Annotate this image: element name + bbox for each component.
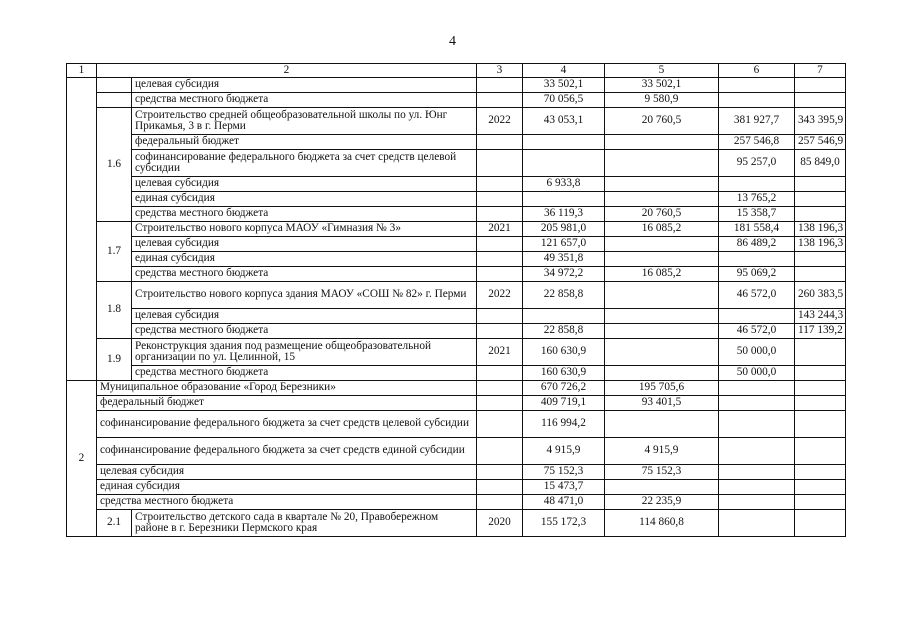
year-cell xyxy=(477,309,523,324)
year-cell: 2022 xyxy=(477,108,523,135)
value-cell-col7 xyxy=(795,366,846,381)
table-row xyxy=(67,135,846,150)
item-name-cell: единая субсидия xyxy=(132,192,477,207)
value-cell-col7 xyxy=(795,381,846,396)
value-cell-col7: 138 196,3 xyxy=(795,237,846,252)
year-cell xyxy=(477,252,523,267)
value-cell-col7 xyxy=(795,78,846,93)
value-cell-col5 xyxy=(605,150,719,177)
value-cell-col5: 22 235,9 xyxy=(605,495,719,510)
header-cell: 1 xyxy=(67,64,97,78)
year-cell xyxy=(477,207,523,222)
section-number-cell xyxy=(67,78,97,381)
value-cell-col5: 114 860,8 xyxy=(605,510,719,537)
value-cell-col6: 50 000,0 xyxy=(719,339,795,366)
table-row xyxy=(67,411,846,438)
value-cell-col4: 160 630,9 xyxy=(523,339,605,366)
table-row xyxy=(67,78,846,93)
value-cell-col5 xyxy=(605,177,719,192)
value-cell-col6: 95 257,0 xyxy=(719,150,795,177)
value-cell-col6 xyxy=(719,510,795,537)
value-cell-col5: 93 401,5 xyxy=(605,396,719,411)
value-cell-col6: 181 558,4 xyxy=(719,222,795,237)
item-name-cell: средства местного бюджета xyxy=(132,207,477,222)
value-cell-col5: 20 760,5 xyxy=(605,108,719,135)
value-cell-col6: 46 572,0 xyxy=(719,282,795,309)
value-cell-col4 xyxy=(523,309,605,324)
value-cell-col5: 20 760,5 xyxy=(605,207,719,222)
item-name-cell: Строительство нового корпуса МАОУ «Гимназия № 3» xyxy=(132,222,477,237)
value-cell-col6: 257 546,8 xyxy=(719,135,795,150)
value-cell-col6 xyxy=(719,78,795,93)
subsection-number-cell: 1.8 xyxy=(97,282,132,339)
value-cell-col4: 155 172,3 xyxy=(523,510,605,537)
value-cell-col4: 121 657,0 xyxy=(523,237,605,252)
table-row xyxy=(67,480,846,495)
section-number-cell: 2 xyxy=(67,381,97,537)
value-cell-col5: 75 152,3 xyxy=(605,465,719,480)
item-name-cell: целевая субсидия xyxy=(132,78,477,93)
year-cell: 2020 xyxy=(477,510,523,537)
value-cell-col4 xyxy=(523,135,605,150)
year-cell: 2021 xyxy=(477,222,523,237)
header-cell: 2 xyxy=(97,64,477,78)
year-cell xyxy=(477,267,523,282)
table-row xyxy=(67,438,846,465)
table-row xyxy=(67,396,846,411)
value-cell-col4: 116 994,2 xyxy=(523,411,605,438)
table-row xyxy=(67,339,846,366)
value-cell-col5 xyxy=(605,237,719,252)
table-row xyxy=(67,495,846,510)
year-cell xyxy=(477,366,523,381)
year-cell xyxy=(477,495,523,510)
year-cell xyxy=(477,150,523,177)
item-name-cell: единая субсидия xyxy=(132,252,477,267)
value-cell-col4: 6 933,8 xyxy=(523,177,605,192)
value-cell-col5 xyxy=(605,339,719,366)
header-cell: 4 xyxy=(523,64,605,78)
value-cell-col7 xyxy=(795,495,846,510)
value-cell-col4: 33 502,1 xyxy=(523,78,605,93)
value-cell-col6 xyxy=(719,480,795,495)
header-cell: 6 xyxy=(719,64,795,78)
subsection-number-cell: 1.9 xyxy=(97,339,132,381)
item-name-cell: софинансирование федерального бюджета за счет средств единой субсидии xyxy=(97,438,477,465)
value-cell-col5 xyxy=(605,366,719,381)
value-cell-col4 xyxy=(523,192,605,207)
year-cell xyxy=(477,78,523,93)
item-name-cell: федеральный бюджет xyxy=(97,396,477,411)
table-row xyxy=(67,252,846,267)
value-cell-col6: 381 927,7 xyxy=(719,108,795,135)
page-number: 4 xyxy=(449,34,456,49)
value-cell-col7 xyxy=(795,465,846,480)
header-cell: 3 xyxy=(477,64,523,78)
year-cell xyxy=(477,324,523,339)
subsection-number-cell: 1.7 xyxy=(97,222,132,282)
table-row xyxy=(67,222,846,237)
value-cell-col5 xyxy=(605,411,719,438)
value-cell-col7 xyxy=(795,207,846,222)
table-row xyxy=(67,207,846,222)
value-cell-col4: 22 858,8 xyxy=(523,324,605,339)
value-cell-col7 xyxy=(795,396,846,411)
value-cell-col4: 34 972,2 xyxy=(523,267,605,282)
value-cell-col7: 143 244,3 xyxy=(795,309,846,324)
item-name-cell: средства местного бюджета xyxy=(132,366,477,381)
table-row xyxy=(67,366,846,381)
item-name-cell: средства местного бюджета xyxy=(97,495,477,510)
value-cell-col7 xyxy=(795,267,846,282)
value-cell-col7 xyxy=(795,480,846,495)
year-cell: 2021 xyxy=(477,339,523,366)
year-cell xyxy=(477,237,523,252)
item-name-cell: федеральный бюджет xyxy=(132,135,477,150)
year-cell xyxy=(477,438,523,465)
year-cell xyxy=(477,192,523,207)
value-cell-col6: 50 000,0 xyxy=(719,366,795,381)
year-cell xyxy=(477,411,523,438)
item-name-cell: Строительство средней общеобразовательной школы по ул. Юнг Прикамья, 3 в г. Перми xyxy=(132,108,477,135)
value-cell-col5 xyxy=(605,252,719,267)
table-row xyxy=(67,282,846,309)
item-name-cell: софинансирование федерального бюджета за счет средств целевой субсидии xyxy=(132,150,477,177)
value-cell-col7: 85 849,0 xyxy=(795,150,846,177)
value-cell-col7 xyxy=(795,510,846,537)
value-cell-col4: 205 981,0 xyxy=(523,222,605,237)
value-cell-col4: 36 119,3 xyxy=(523,207,605,222)
item-name-cell: средства местного бюджета xyxy=(132,324,477,339)
item-name-cell: целевая субсидия xyxy=(132,309,477,324)
value-cell-col6 xyxy=(719,396,795,411)
table-row xyxy=(67,192,846,207)
item-name-cell: средства местного бюджета xyxy=(132,267,477,282)
value-cell-col4: 160 630,9 xyxy=(523,366,605,381)
value-cell-col6: 13 765,2 xyxy=(719,192,795,207)
value-cell-col5: 195 705,6 xyxy=(605,381,719,396)
value-cell-col7 xyxy=(795,93,846,108)
subsection-number-cell xyxy=(97,78,132,93)
value-cell-col4: 670 726,2 xyxy=(523,381,605,396)
value-cell-col7: 257 546,9 xyxy=(795,135,846,150)
value-cell-col6 xyxy=(719,495,795,510)
value-cell-col7 xyxy=(795,177,846,192)
year-cell xyxy=(477,177,523,192)
item-name-cell: софинансирование федерального бюджета за счет средств целевой субсидии xyxy=(97,411,477,438)
item-name-cell: средства местного бюджета xyxy=(132,93,477,108)
year-cell xyxy=(477,135,523,150)
table-row xyxy=(67,309,846,324)
value-cell-col7: 117 139,2 xyxy=(795,324,846,339)
year-cell: 2022 xyxy=(477,282,523,309)
value-cell-col7 xyxy=(795,252,846,267)
value-cell-col6: 15 358,7 xyxy=(719,207,795,222)
subsection-number-cell xyxy=(97,93,132,108)
header-cell: 7 xyxy=(795,64,846,78)
value-cell-col5: 33 502,1 xyxy=(605,78,719,93)
item-name-cell: Строительство детского сада в квартале № 20, Правобережном районе в г. Березники Пермского края xyxy=(132,510,477,537)
value-cell-col6 xyxy=(719,177,795,192)
table-row xyxy=(67,381,846,396)
value-cell-col5: 16 085,2 xyxy=(605,267,719,282)
value-cell-col4: 48 471,0 xyxy=(523,495,605,510)
value-cell-col4: 43 053,1 xyxy=(523,108,605,135)
value-cell-col4: 70 056,5 xyxy=(523,93,605,108)
value-cell-col5 xyxy=(605,135,719,150)
item-name-cell: целевая субсидия xyxy=(132,237,477,252)
value-cell-col4: 15 473,7 xyxy=(523,480,605,495)
value-cell-col7: 138 196,3 xyxy=(795,222,846,237)
table-row xyxy=(67,465,846,480)
year-cell xyxy=(477,381,523,396)
table-row xyxy=(67,108,846,135)
value-cell-col4: 22 858,8 xyxy=(523,282,605,309)
item-name-cell: Строительство нового корпуса здания МАОУ «СОШ № 82» г. Перми xyxy=(132,282,477,309)
value-cell-col6: 86 489,2 xyxy=(719,237,795,252)
table-row xyxy=(67,267,846,282)
value-cell-col4: 4 915,9 xyxy=(523,438,605,465)
item-name-cell: Муниципальное образование «Город Березники» xyxy=(97,381,477,396)
table-row xyxy=(67,177,846,192)
value-cell-col6 xyxy=(719,465,795,480)
value-cell-col6: 95 069,2 xyxy=(719,267,795,282)
value-cell-col7 xyxy=(795,339,846,366)
item-name-cell: целевая субсидия xyxy=(97,465,477,480)
value-cell-col7: 260 383,5 xyxy=(795,282,846,309)
value-cell-col7 xyxy=(795,411,846,438)
table-row xyxy=(67,237,846,252)
value-cell-col7 xyxy=(795,192,846,207)
value-cell-col5: 4 915,9 xyxy=(605,438,719,465)
year-cell xyxy=(477,396,523,411)
value-cell-col6 xyxy=(719,411,795,438)
value-cell-col5 xyxy=(605,480,719,495)
value-cell-col5 xyxy=(605,192,719,207)
table-row xyxy=(67,150,846,177)
value-cell-col4: 75 152,3 xyxy=(523,465,605,480)
value-cell-col6 xyxy=(719,252,795,267)
item-name-cell: Реконструкция здания под размещение общеобразовательной организации по ул. Целинной, 15 xyxy=(132,339,477,366)
year-cell xyxy=(477,480,523,495)
value-cell-col6: 46 572,0 xyxy=(719,324,795,339)
value-cell-col7: 343 395,9 xyxy=(795,108,846,135)
value-cell-col6 xyxy=(719,309,795,324)
value-cell-col5: 16 085,2 xyxy=(605,222,719,237)
item-name-cell: единая субсидия xyxy=(97,480,477,495)
value-cell-col5 xyxy=(605,324,719,339)
header-row xyxy=(67,64,846,78)
item-name-cell: целевая субсидия xyxy=(132,177,477,192)
value-cell-col7 xyxy=(795,438,846,465)
table-row xyxy=(67,93,846,108)
value-cell-col6 xyxy=(719,381,795,396)
value-cell-col6 xyxy=(719,93,795,108)
value-cell-col5: 9 580,9 xyxy=(605,93,719,108)
year-cell xyxy=(477,465,523,480)
subsection-number-cell: 2.1 xyxy=(97,510,132,537)
table-row xyxy=(67,324,846,339)
table-row xyxy=(67,510,846,537)
value-cell-col4 xyxy=(523,150,605,177)
subsection-number-cell: 1.6 xyxy=(97,108,132,222)
year-cell xyxy=(477,93,523,108)
value-cell-col6 xyxy=(719,438,795,465)
value-cell-col4: 409 719,1 xyxy=(523,396,605,411)
value-cell-col4: 49 351,8 xyxy=(523,252,605,267)
header-cell: 5 xyxy=(605,64,719,78)
budget-table xyxy=(66,63,846,537)
value-cell-col5 xyxy=(605,309,719,324)
value-cell-col5 xyxy=(605,282,719,309)
